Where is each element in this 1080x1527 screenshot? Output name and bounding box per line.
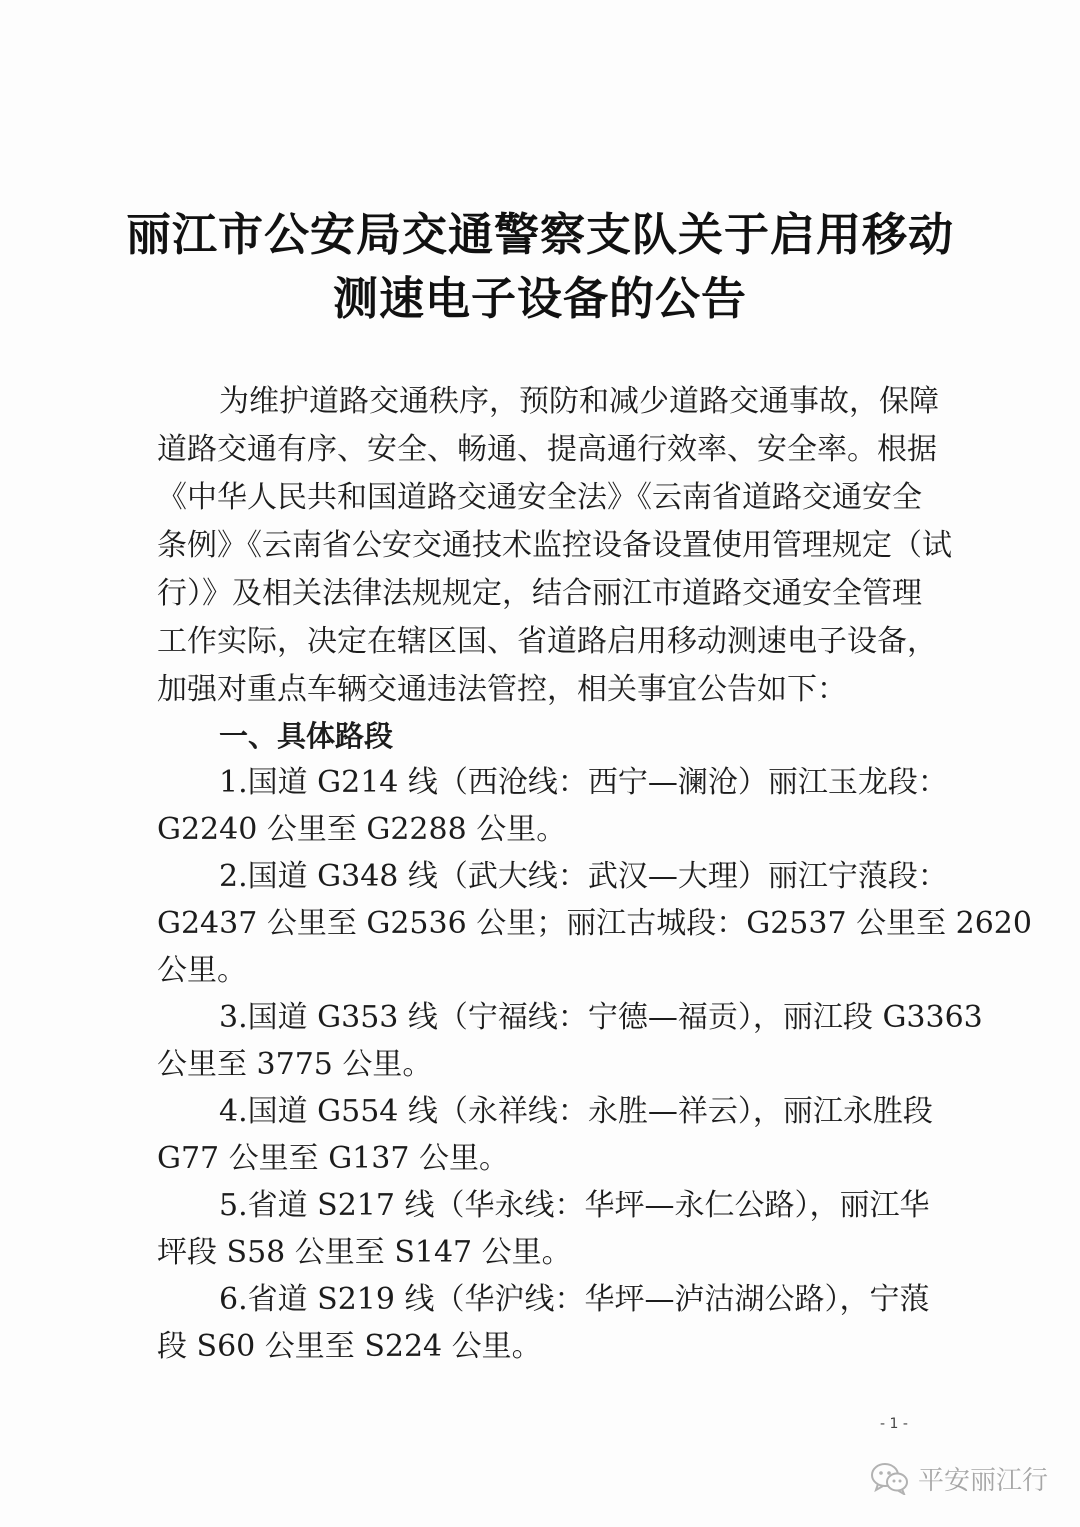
watermark: [870, 1456, 1048, 1500]
list-item-line: 6.省道 S219 线（华沪线：华坪—泸沽湖公路），宁蒗: [219, 1282, 930, 1317]
intro-line: 条例》《云南省公安交通技术监控设备设置使用管理规定（试: [157, 528, 952, 563]
list-item-line: 5.省道 S217 线（华永线：华坪—永仁公路），丽江华: [219, 1188, 930, 1223]
section-heading: 一、具体路段: [219, 719, 394, 753]
watermark-text: 平安丽江行: [918, 1465, 1049, 1496]
list-item-line: 4.国道 G554 线（永祥线：永胜—祥云），丽江永胜段: [219, 1094, 933, 1129]
intro-line: 加强对重点车辆交通违法管控，相关事宜公告如下：: [157, 672, 847, 707]
wechat-icon: [870, 1461, 910, 1495]
list-item-line: 3.国道 G353 线（宁福线：宁德—福贡），丽江段 G3363: [219, 1000, 983, 1035]
list-item-line: G2437 公里至 G2536 公里；丽江古城段：G2537 公里至 2620: [157, 906, 1032, 941]
page-number: - 1 -: [880, 1416, 908, 1432]
intro-line: 《中华人民共和国道路交通安全法》《云南省道路交通安全: [157, 480, 922, 515]
title-line-2: 测速电子设备的公告: [332, 272, 747, 325]
list-item-line: 公里。: [157, 953, 247, 988]
list-item-line: 坪段 S58 公里至 S147 公里。: [157, 1235, 572, 1270]
intro-line: 工作实际，决定在辖区国、省道路启用移动测速电子设备，: [157, 624, 937, 659]
list-item-line: 公里至 3775 公里。: [157, 1047, 433, 1082]
list-item-line: 段 S60 公里至 S224 公里。: [157, 1329, 542, 1364]
intro-line: 道路交通有序、安全、畅通、提高通行效率、安全率。根据: [157, 432, 937, 467]
list-item-line: 1.国道 G214 线（西沧线：西宁—澜沧）丽江玉龙段：: [219, 765, 948, 800]
list-item-line: 2.国道 G348 线（武大线：武汉—大理）丽江宁蒗段：: [219, 859, 948, 894]
intro-line: 行）》及相关法律法规规定，结合丽江市道路交通安全管理: [157, 576, 922, 611]
intro-line: 为维护道路交通秩序，预防和减少道路交通事故，保障: [219, 384, 939, 419]
title-line-1: 丽江市公安局交通警察支队关于启用移动: [125, 208, 954, 261]
list-item-line: G77 公里至 G137 公里。: [157, 1141, 509, 1176]
list-item-line: G2240 公里至 G2288 公里。: [157, 812, 567, 847]
